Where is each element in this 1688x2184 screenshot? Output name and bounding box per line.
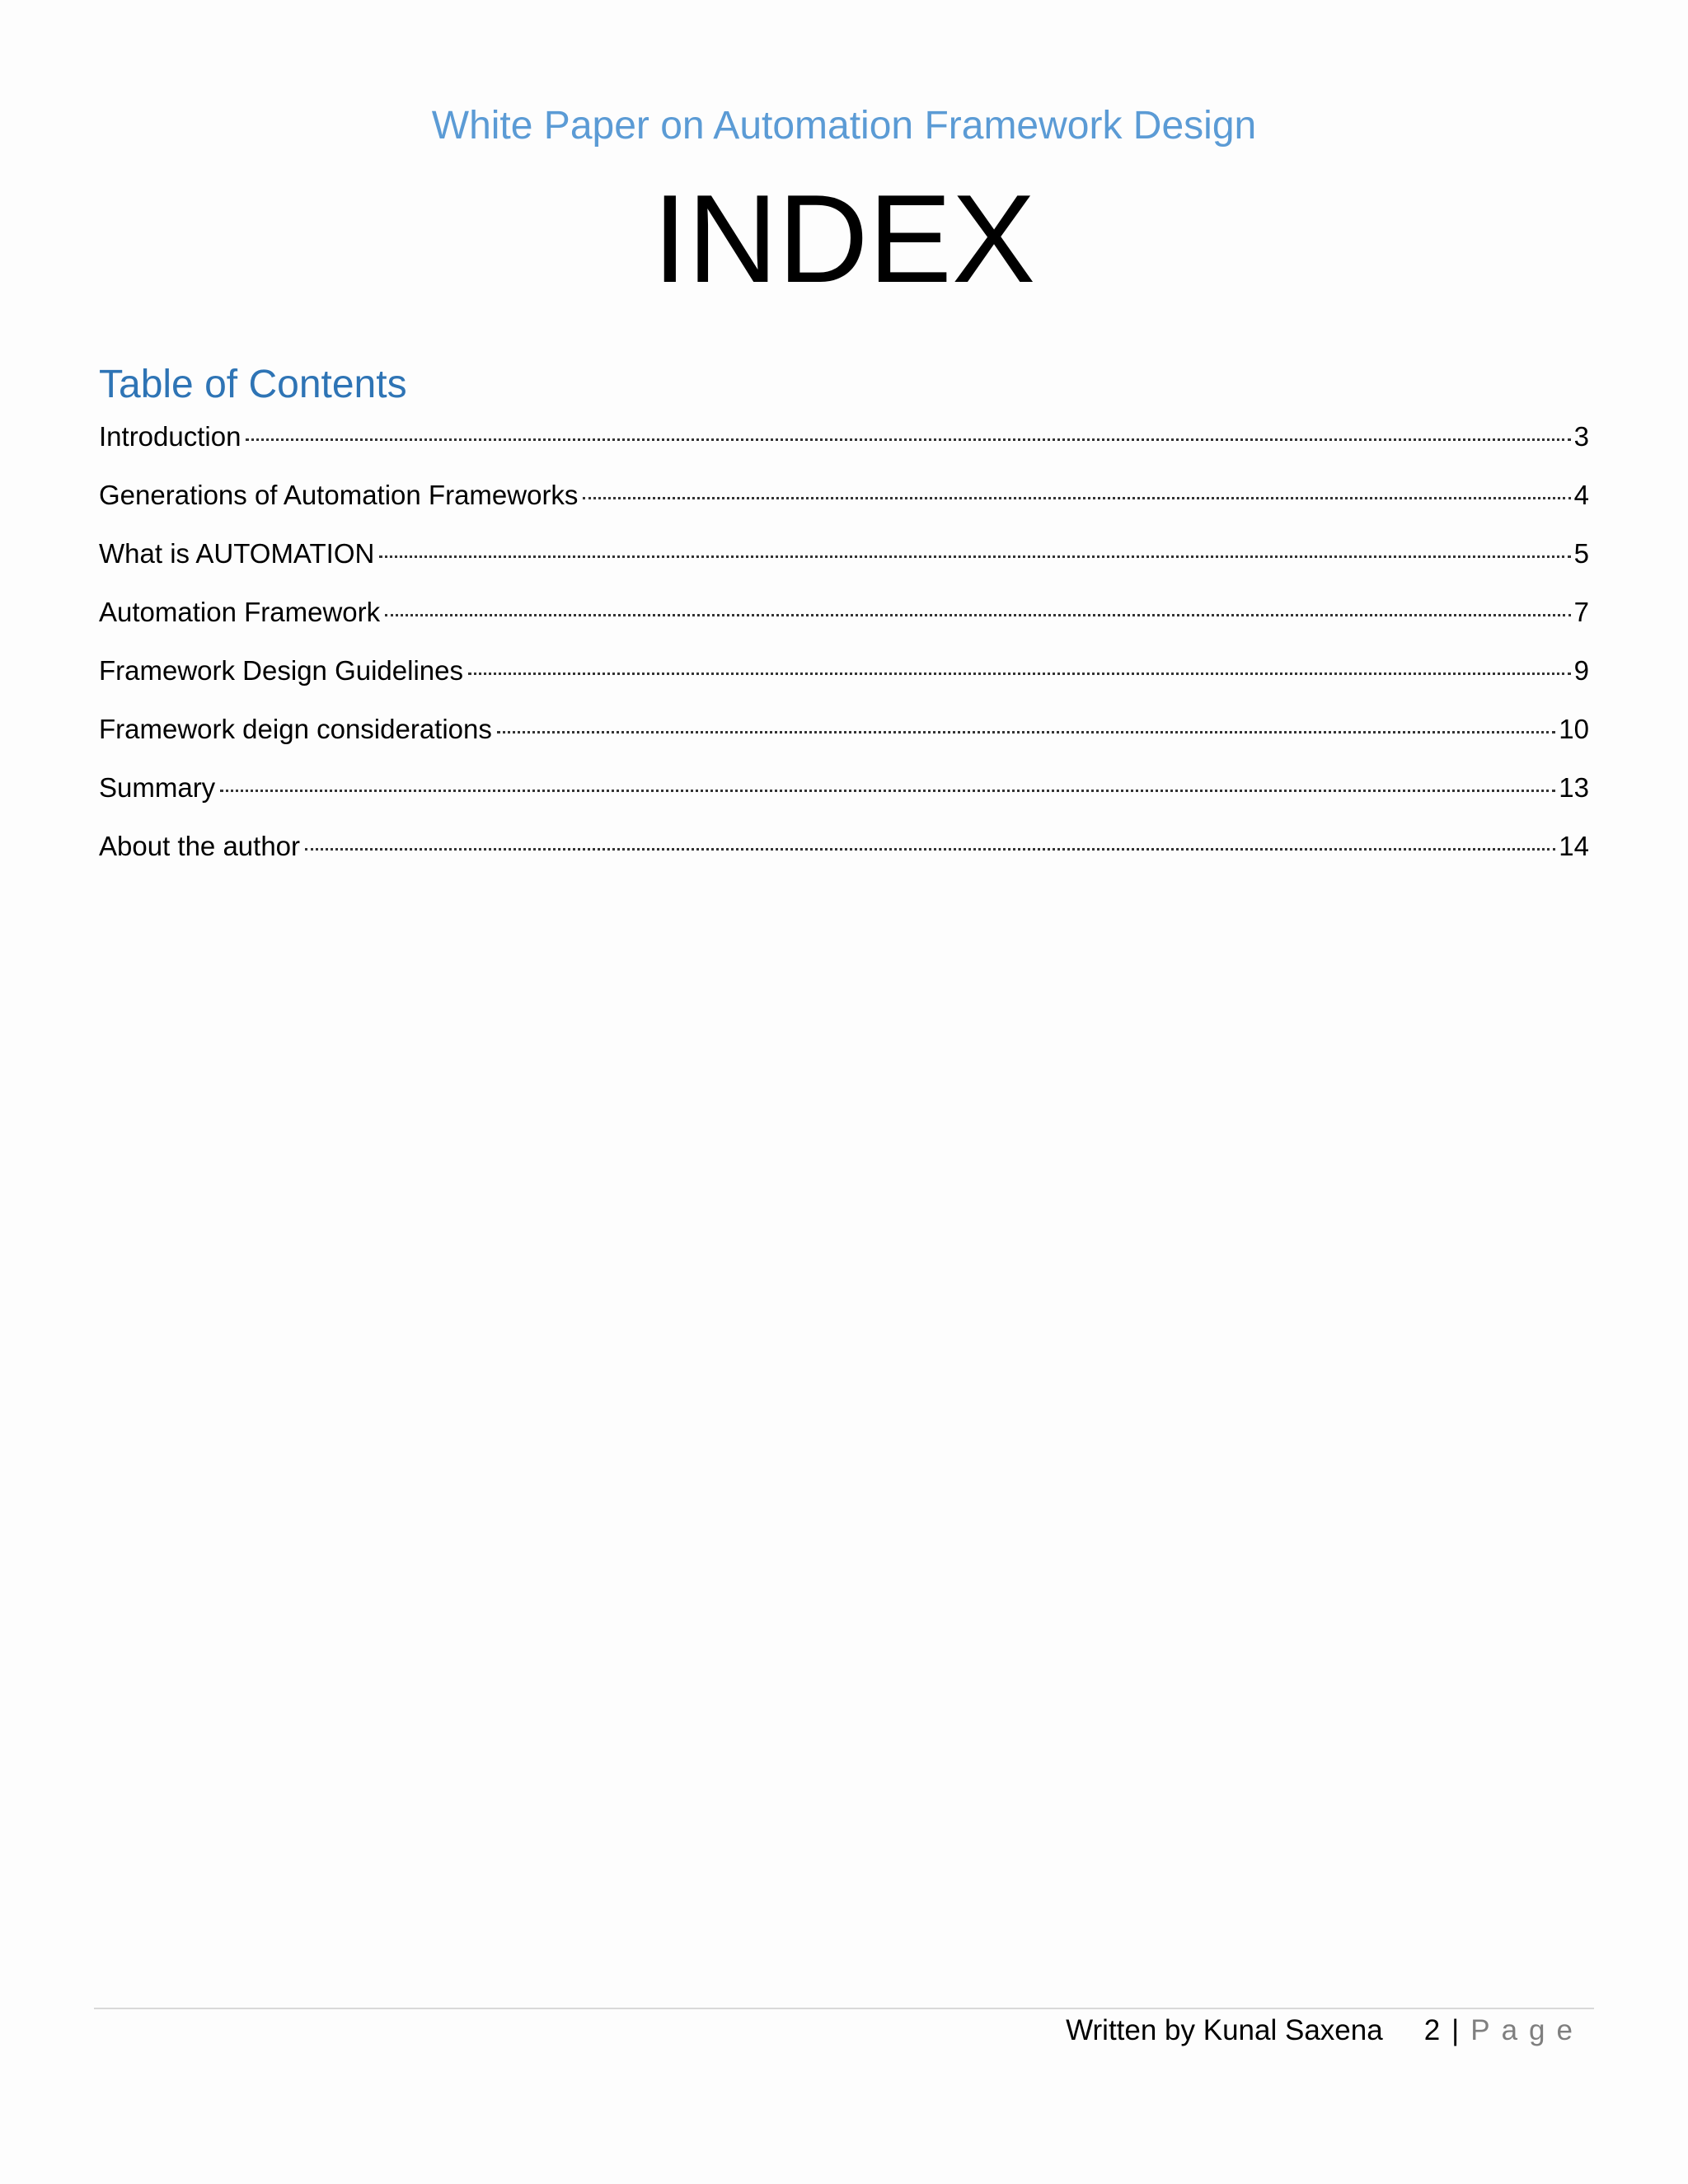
footer-divider [94, 2008, 1594, 2009]
toc-dot-leader [583, 497, 1570, 499]
toc-list [99, 415, 1589, 883]
toc-dot-leader [497, 731, 1555, 733]
footer-separator: | [1451, 2014, 1460, 2046]
toc-entry-label: Generations of Automation Frameworks [99, 480, 579, 510]
toc-dot-leader [246, 438, 1570, 441]
document-header-title: White Paper on Automation Framework Design [431, 104, 1257, 148]
page-footer [1066, 2011, 1584, 2050]
toc-entry-page: 13 [1559, 772, 1589, 803]
toc-entry-page: 7 [1573, 597, 1589, 627]
toc-entry-summary[interactable] [99, 766, 1589, 825]
toc-entry-label: Summary [99, 772, 216, 803]
toc-entry-about-author[interactable] [99, 825, 1589, 883]
toc-dot-leader [305, 848, 1555, 851]
toc-dot-leader [385, 614, 1571, 616]
toc-dot-leader [220, 790, 1555, 792]
toc-entry-page: 14 [1559, 831, 1589, 861]
toc-entry-label: Framework deign considerations [99, 714, 492, 744]
toc-entry-label: Introduction [99, 421, 241, 452]
toc-entry-generations[interactable] [99, 474, 1589, 532]
footer-page-word: Page [1470, 2014, 1584, 2046]
toc-entry-label: What is AUTOMATION [99, 538, 375, 569]
toc-dot-leader [468, 673, 1571, 675]
toc-entry-page: 4 [1573, 480, 1589, 510]
toc-entry-page: 10 [1559, 714, 1589, 744]
toc-dot-leader [379, 555, 1570, 558]
toc-entry-page: 5 [1573, 538, 1589, 569]
toc-entry-automation-framework[interactable] [99, 591, 1589, 649]
index-heading: INDEX [652, 169, 1036, 309]
toc-entry-design-guidelines[interactable] [99, 649, 1589, 708]
footer-author: Written by Kunal Saxena [1066, 2014, 1383, 2046]
toc-entry-page: 3 [1573, 421, 1589, 452]
toc-entry-design-considerations[interactable] [99, 708, 1589, 766]
toc-entry-label: Automation Framework [99, 597, 381, 627]
toc-heading: Table of Contents [99, 363, 407, 406]
footer-page-number: 2 [1423, 2014, 1441, 2046]
toc-entry-introduction[interactable] [99, 415, 1589, 474]
toc-entry-page: 9 [1573, 655, 1589, 686]
toc-entry-label: About the author [99, 831, 301, 861]
toc-entry-what-is-automation[interactable] [99, 532, 1589, 591]
toc-entry-label: Framework Design Guidelines [99, 655, 464, 686]
